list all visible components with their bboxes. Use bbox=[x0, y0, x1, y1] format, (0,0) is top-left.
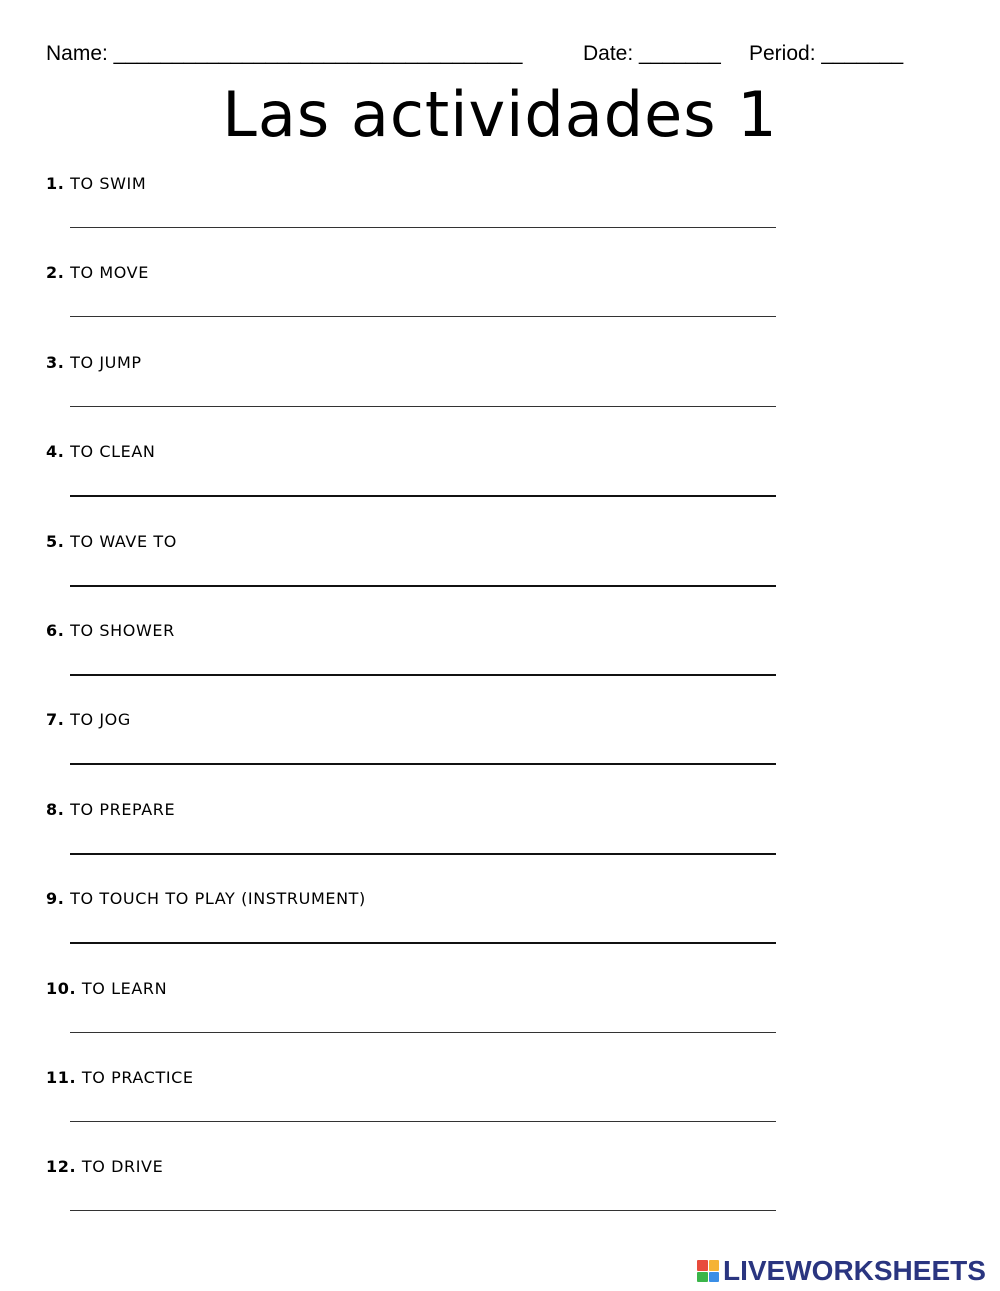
question-item bbox=[46, 979, 776, 1068]
question-label bbox=[46, 442, 155, 461]
question-prompt: TO SWIM bbox=[70, 174, 147, 193]
answer-input-line[interactable] bbox=[70, 585, 776, 587]
question-item bbox=[46, 1157, 776, 1246]
question-number: 2. bbox=[46, 263, 65, 283]
logo-block bbox=[709, 1260, 720, 1271]
question-label bbox=[46, 532, 177, 551]
answer-input-line[interactable] bbox=[70, 674, 776, 676]
question-prompt: TO SHOWER bbox=[70, 621, 175, 640]
question-number: 6. bbox=[46, 621, 65, 640]
logo-block bbox=[697, 1260, 708, 1271]
question-label bbox=[46, 621, 175, 640]
question-number: 10. bbox=[46, 978, 77, 998]
question-item bbox=[46, 710, 776, 799]
logo-block bbox=[697, 1272, 708, 1283]
question-label bbox=[46, 1157, 163, 1176]
question-label bbox=[46, 979, 167, 998]
answer-input-line[interactable] bbox=[70, 853, 776, 855]
name-field-label: Name: ___________________________________ bbox=[46, 42, 523, 65]
answer-input-line[interactable] bbox=[70, 763, 776, 765]
question-prompt: TO WAVE TO bbox=[70, 531, 177, 551]
question-number: 11. bbox=[46, 1068, 77, 1087]
question-label bbox=[46, 353, 142, 372]
liveworksheets-logo bbox=[697, 1256, 986, 1286]
question-prompt: TO LEARN bbox=[81, 978, 168, 998]
question-number: 7. bbox=[46, 710, 65, 730]
question-item bbox=[46, 174, 776, 263]
answer-input-line[interactable] bbox=[70, 1121, 776, 1122]
question-item bbox=[46, 621, 776, 710]
question-number: 3. bbox=[46, 352, 65, 372]
question-label bbox=[46, 174, 146, 193]
question-prompt: TO PRACTICE bbox=[81, 1068, 194, 1087]
worksheet-title: Las actividades 1 bbox=[222, 78, 778, 151]
answer-input-line[interactable] bbox=[70, 227, 776, 228]
answer-input-line[interactable] bbox=[70, 1210, 776, 1211]
question-label bbox=[46, 710, 131, 729]
period-field-label: Period: _______ bbox=[749, 42, 904, 65]
logo-icon bbox=[697, 1260, 719, 1282]
question-prompt: TO DRIVE bbox=[81, 1157, 164, 1177]
question-prompt: TO JOG bbox=[70, 710, 131, 730]
question-number: 1. bbox=[46, 174, 65, 193]
question-number: 9. bbox=[46, 889, 65, 909]
question-prompt: TO JUMP bbox=[70, 352, 142, 372]
date-field-label: Date: _______ bbox=[583, 42, 721, 65]
answer-input-line[interactable] bbox=[70, 942, 776, 944]
question-prompt: TO CLEAN bbox=[70, 442, 156, 462]
question-item bbox=[46, 263, 776, 352]
question-item bbox=[46, 442, 776, 531]
question-label bbox=[46, 800, 175, 819]
question-label bbox=[46, 1068, 194, 1087]
answer-input-line[interactable] bbox=[70, 316, 776, 317]
question-label bbox=[46, 263, 149, 282]
answer-input-line[interactable] bbox=[70, 406, 776, 407]
question-item bbox=[46, 353, 776, 442]
question-number: 5. bbox=[46, 531, 65, 551]
question-item bbox=[46, 800, 776, 889]
question-number: 8. bbox=[46, 799, 65, 819]
answer-input-line[interactable] bbox=[70, 1032, 776, 1033]
question-item bbox=[46, 1068, 776, 1157]
question-item bbox=[46, 889, 776, 978]
question-prompt: TO MOVE bbox=[70, 263, 149, 283]
question-number: 12. bbox=[46, 1157, 77, 1177]
question-item bbox=[46, 532, 776, 621]
question-label bbox=[46, 889, 366, 908]
question-prompt: TO PREPARE bbox=[70, 799, 176, 819]
logo-text: LIVEWORKSHEETS bbox=[723, 1255, 986, 1286]
logo-block bbox=[709, 1272, 720, 1283]
question-prompt: TO TOUCH TO PLAY (INSTRUMENT) bbox=[70, 889, 366, 909]
answer-input-line[interactable] bbox=[70, 495, 776, 497]
question-number: 4. bbox=[46, 442, 65, 462]
